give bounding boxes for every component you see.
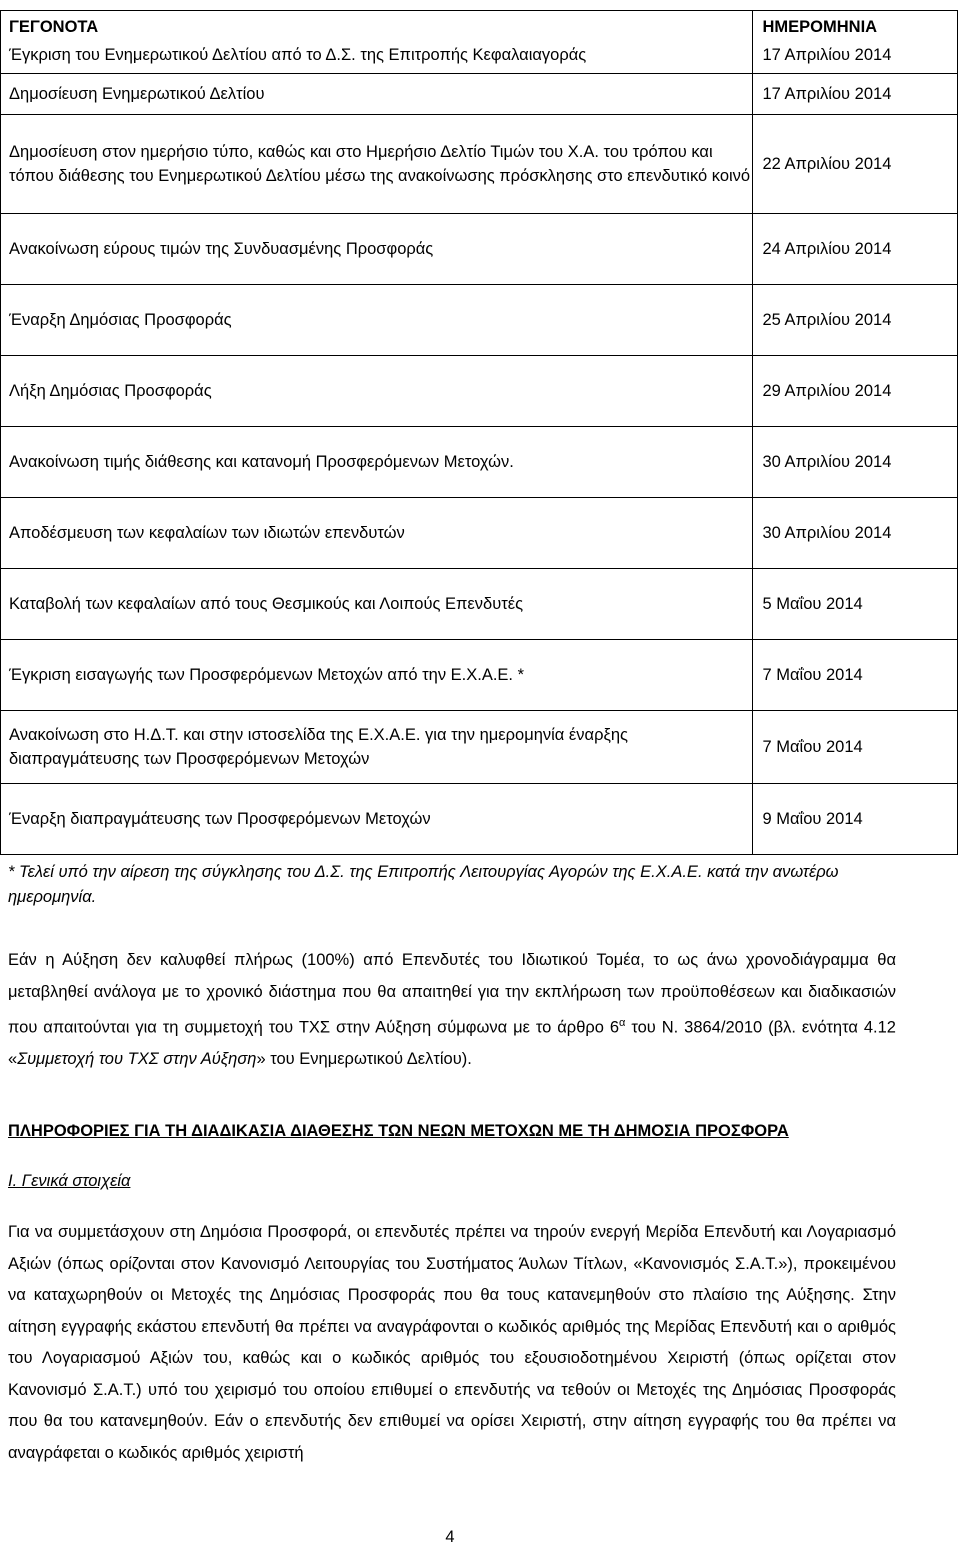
event-cell: Έγκριση του Ενημερωτικού Δελτίου από το Δ.Σ. της Επιτροπής Κεφαλαιαγοράς — [1, 39, 753, 74]
subsection-heading: I. Γενικά στοιχεία — [8, 1172, 131, 1190]
section-heading: ΠΛΗΡΟΦΟΡΙΕΣ ΓΙΑ ΤΗ ΔΙΑΔΙΚΑΣΙΑ ΔΙΑΘΕΣΗΣ ΤΩΝ ΝΕΩΝ ΜΕΤΟΧΩΝ ΜΕ ΤΗ ΔΗΜΟΣΙΑ ΠΡΟΣΦΟΡΑ — [8, 1122, 789, 1140]
schedule-table — [0, 10, 958, 855]
table-footnote: * Τελεί υπό την αίρεση της σύγκλησης του Δ.Σ. της Επιτροπής Λειτουργίας Αγορών της Ε.Χ.Α.Ε. κατά την ανωτέρω ημερομηνία. — [8, 863, 839, 906]
table-row — [1, 711, 958, 784]
date-cell: 5 Μαΐου 2014 — [752, 569, 958, 640]
date-cell: 7 Μαΐου 2014 — [752, 640, 958, 711]
table-row — [1, 285, 958, 356]
date-cell: 30 Απριλίου 2014 — [752, 498, 958, 569]
event-cell: Ανακοίνωση τιμής διάθεσης και κατανομή Προσφερόμενων Μετοχών. — [1, 427, 753, 498]
table-row — [1, 115, 958, 214]
date-column-header: ΗΜΕΡΟΜΗΝΙΑ — [752, 11, 958, 40]
page-number: 4 — [445, 1528, 455, 1546]
event-cell: Δημοσίευση Ενημερωτικού Δελτίου — [1, 74, 753, 115]
schedule-note-paragraph — [8, 945, 896, 1076]
table-row — [1, 569, 958, 640]
table-row — [1, 74, 958, 115]
paragraph-text: Εάν η Αύξηση δεν καλυφθεί πλήρως (100%) από Επενδυτές του Ιδιωτικού Τομέα, το ως άνω χρονοδιάγραμμα θα μεταβληθεί ανάλογα με το χρονικό διάστημα που θα απαιτηθεί για την εκπλήρωση των προϋποθέσεων και διαδικασιών που απαιτούνται για τη συμμετοχή του ΤΧΣ στην Αύξηση σύμφωνα με το άρθρο 6 — [8, 951, 896, 1037]
schedule-header-row — [1, 11, 958, 40]
superscript-text: α — [619, 1017, 626, 1029]
date-cell: 22 Απριλίου 2014 — [752, 115, 958, 214]
general-info-paragraph: Για να συμμετάσχουν στη Δημόσια Προσφορά, οι επενδυτές πρέπει να τηρούν ενεργή Μερίδα Επενδυτή και Λογαριασμό Αξιών (όπως ορίζονται στον Κανονισμό Λειτουργίας του Συστήματος Άυλων Τίτλων, «Κανονισμός Σ.Α.Τ.»), προκειμένου να καταχωρηθούν οι Μετοχές της Δημόσιας Προσφοράς που θα τους κατανεμηθούν στο πλαίσιο της Αύξησης. Στην αίτηση εγγραφής εκάστου επενδυτή θα πρέπει να αναγράφονται ο κωδικός αριθμός της Μερίδας Επενδυτή και ο αριθμός του Λογαριασμού Αξιών του, καθώς και ο κωδικός αριθμός του εξουσιοδοτημένου Χειριστή (όπως ορίζεται στον Κανονισμό Σ.Α.Τ.) υπό του χειρισμό του οποίου επιθυμεί ο επενδυτής να τεθούν οι Μετοχές της Δημόσιας Προσφοράς που θα του κατανεμηθούν. Εάν ο επενδυτής δεν επιθυμεί να ορίσει Χειριστή, στην αίτηση εγγραφής του θα πρέπει να αναγράφεται ο κωδικός αριθμός χειριστή — [8, 1223, 896, 1462]
event-cell: Αποδέσμευση των κεφαλαίων των ιδιωτών επενδυτών — [1, 498, 753, 569]
event-cell: Ανακοίνωση στο Η.Δ.Τ. και στην ιστοσελίδα της Ε.Χ.Α.Ε. για την ημερομηνία έναρξης διαπραγμάτευσης των Προσφερόμενων Μετοχών — [1, 711, 753, 784]
date-cell: 24 Απριλίου 2014 — [752, 214, 958, 285]
date-cell: 30 Απριλίου 2014 — [752, 427, 958, 498]
date-cell: 17 Απριλίου 2014 — [752, 74, 958, 115]
table-row — [1, 784, 958, 855]
table-row — [1, 640, 958, 711]
section-reference: Συμμετοχή του ΤΧΣ στην Αύξηση — [17, 1050, 257, 1068]
table-row — [1, 356, 958, 427]
date-cell: 25 Απριλίου 2014 — [752, 285, 958, 356]
date-cell: 29 Απριλίου 2014 — [752, 356, 958, 427]
table-row — [1, 39, 958, 74]
paragraph-text: του Ν. 3864/2010 (βλ. ενότητα 4.12 « — [8, 1018, 896, 1068]
date-cell: 7 Μαΐου 2014 — [752, 711, 958, 784]
table-row — [1, 427, 958, 498]
event-cell: Έναρξη διαπραγμάτευσης των Προσφερόμενων Μετοχών — [1, 784, 753, 855]
event-cell: Καταβολή των κεφαλαίων από τους Θεσμικούς και Λοιπούς Επενδυτές — [1, 569, 753, 640]
table-row — [1, 214, 958, 285]
event-cell: Δημοσίευση στον ημερήσιο τύπο, καθώς και στο Ημερήσιο Δελτίο Τιμών του Χ.Α. του τρόπου και τόπου διάθεσης του Ενημερωτικού Δελτίου μέσω της ανακοίνωσης πρόσκλησης στο επενδυτικό κοινό — [1, 115, 753, 214]
paragraph-text: » του Ενημερωτικού Δελτίου). — [256, 1050, 472, 1068]
event-cell: Έναρξη Δημόσιας Προσφοράς — [1, 285, 753, 356]
date-cell: 9 Μαΐου 2014 — [752, 784, 958, 855]
event-cell: Έγκριση εισαγωγής των Προσφερόμενων Μετοχών από την Ε.Χ.Α.Ε. * — [1, 640, 753, 711]
event-cell: Λήξη Δημόσιας Προσφοράς — [1, 356, 753, 427]
event-cell: Ανακοίνωση εύρους τιμών της Συνδυασμένης Προσφοράς — [1, 214, 753, 285]
events-column-header: ΓΕΓΟΝΟΤΑ — [1, 11, 753, 40]
table-row — [1, 498, 958, 569]
date-cell: 17 Απριλίου 2014 — [752, 39, 958, 74]
